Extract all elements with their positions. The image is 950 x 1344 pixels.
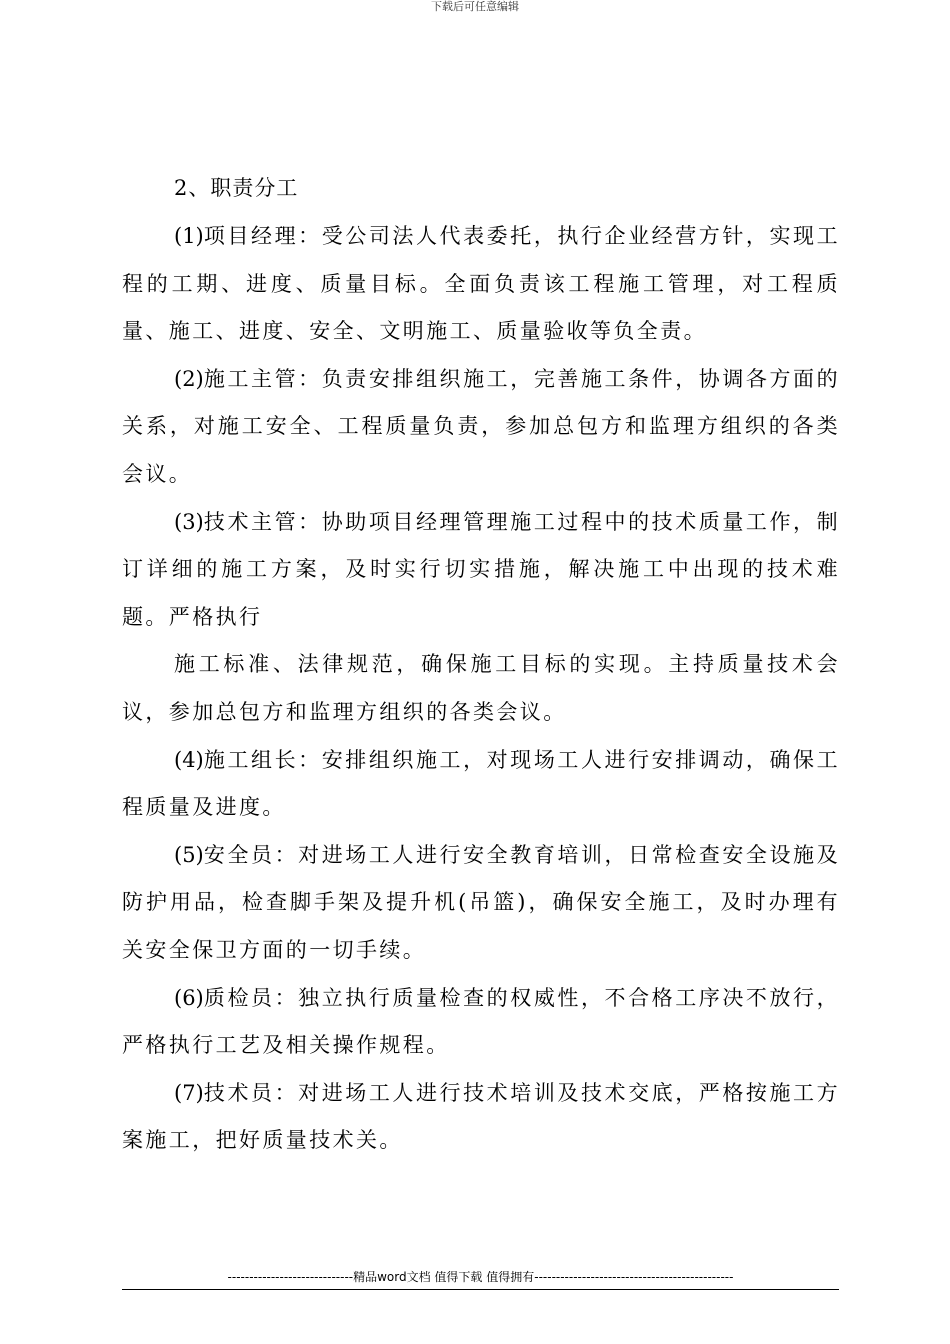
paragraph-text: 施工标准、法律规范，确保施工目标的实现。主持质量技术会议，参加总包方和监理方组织的各类会议。	[122, 652, 840, 724]
footer-divider	[122, 1289, 839, 1290]
paragraph-text: 项目经理：受公司法人代表委托，执行企业经营方针，实现工程的工期、进度、质量目标。全面负责该工程施工管理，对工程质量、施工、进度、安全、文明施工、质量验收等负全责。	[122, 224, 840, 344]
paragraph-quality-inspector	[122, 975, 840, 1070]
item-number: (2)	[174, 366, 204, 391]
item-number: (1)	[174, 224, 204, 248]
paragraph-text: 技术主管：协助项目经理管理施工过程中的技术质量工作，制订详细的施工方案，及时实行切实措施，解决施工中出现的技术难题。严格执行	[122, 509, 840, 629]
paragraph-project-manager	[122, 213, 840, 356]
paragraph-text: 施工主管：负责安排组织施工，完善施工条件，协调各方面的关系，对施工安全、工程质量负责，参加总包方和监理方组织的各类会议。	[122, 366, 840, 486]
paragraph-team-leader	[122, 737, 840, 832]
item-number: (7)	[174, 1080, 204, 1105]
paragraph-construction-supervisor	[122, 356, 840, 499]
paragraph-safety-officer	[122, 832, 840, 975]
paragraph-text: 质检员：独立执行质量检查的权威性，不合格工序决不放行，严格执行工艺及相关操作规程。	[122, 985, 840, 1058]
paragraph-technical-supervisor	[122, 499, 840, 642]
item-number: (6)	[174, 985, 204, 1010]
header-note: 下载后可任意编辑	[431, 0, 519, 13]
document-body	[122, 165, 840, 1165]
item-number: (4)	[174, 747, 204, 772]
paragraph-technical-supervisor-continued	[122, 641, 840, 736]
paragraph-text: 安全员：对进场工人进行安全教育培训，日常检查安全设施及防护用品，检查脚手架及提升机(吊篮)，确保安全施工，及时办理有关安全保卫方面的一切手续。	[122, 842, 840, 962]
paragraph-text: 施工组长：安排组织施工，对现场工人进行安排调动，确保工程质量及进度。	[122, 747, 840, 820]
item-number: (5)	[174, 842, 204, 867]
footer-note: -----------------------------精品word文档 值得下载 值得拥有----------------------------------------------	[227, 1270, 734, 1284]
paragraph-technician	[122, 1070, 840, 1165]
paragraph-text: 技术员：对进场工人进行技术培训及技术交底，严格按施工方案施工，把好质量技术关。	[122, 1080, 840, 1153]
section-heading: 2、职责分工	[174, 176, 299, 200]
item-number: (3)	[174, 509, 204, 534]
